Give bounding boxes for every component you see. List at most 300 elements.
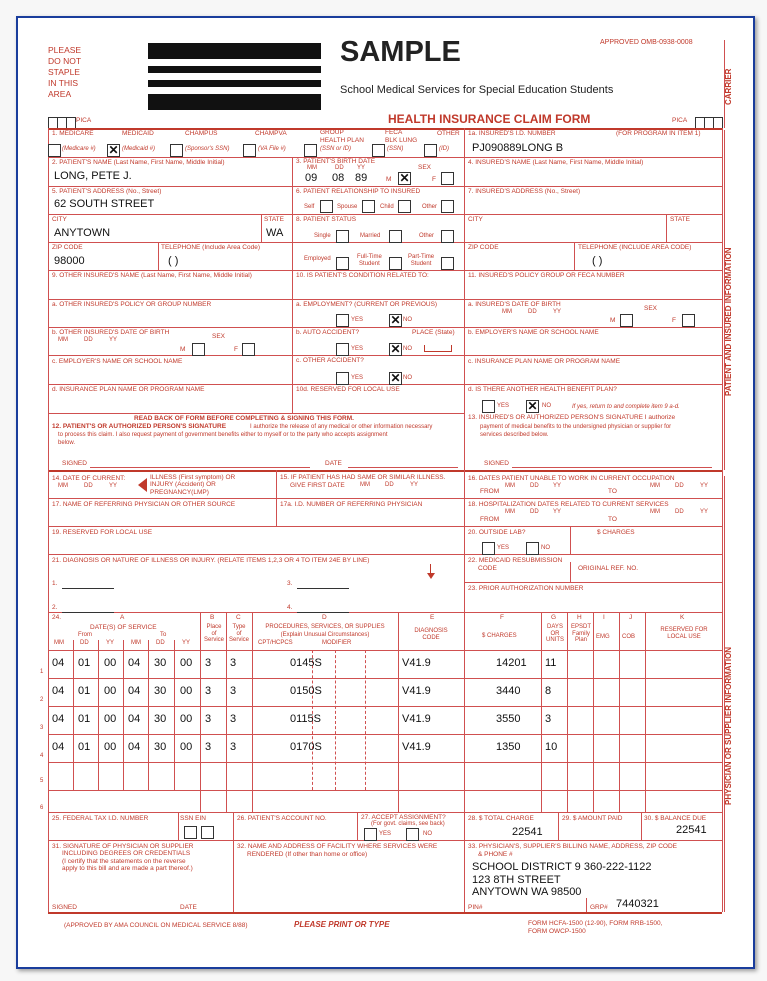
policy-group-label: 11. INSURED'S POLICY GROUP OR FECA NUMBER (468, 272, 625, 279)
outside-lab-yes-checkbox[interactable] (482, 542, 495, 555)
another-plan-no-checkbox[interactable]: ✕ (527, 399, 538, 413)
billing-street-value[interactable]: 123 8TH STREET (472, 874, 561, 886)
yy-header: YY (182, 640, 191, 646)
service-charge-value[interactable]: 3550 (496, 713, 521, 725)
another-plan-label: d. IS THERE ANOTHER HEALTH BENEFIT PLAN? (468, 386, 617, 393)
same-illness-label: GIVE FIRST DATE (290, 482, 345, 489)
medicaid-checkbox[interactable]: ✕ (108, 143, 119, 157)
other-accident-no-label: NO (403, 375, 412, 381)
sex-label: SEX (418, 164, 432, 171)
other-plan-label: d. INSURANCE PLAN NAME OR PROGRAM NAME (52, 386, 205, 393)
service-units-value[interactable]: 3 (545, 713, 552, 725)
rule (666, 214, 667, 242)
illness-line: PREGNANCY(LMP) (150, 488, 209, 496)
referring-physician-label: 17. NAME OF REFERRING PHYSICIAN OR OTHER SOURCE (52, 501, 236, 508)
item-24-label: 24. (52, 614, 62, 621)
rule (464, 612, 465, 812)
phone-value[interactable]: ( ) (168, 255, 179, 267)
insured-female-label: F (672, 317, 676, 324)
form-number: FORM OWCP-1500 (528, 928, 586, 935)
rule (48, 706, 722, 707)
facility-label: RENDERED (If other than home or office) (247, 851, 368, 858)
rule (586, 898, 587, 912)
rule (464, 812, 465, 912)
rule (570, 526, 571, 554)
part-time-checkbox[interactable] (441, 257, 454, 270)
condition-label: 10. IS PATIENT'S CONDITION RELATED TO: (296, 272, 429, 279)
service-to-mm-value[interactable]: 04 (128, 741, 141, 753)
sex-label: SEX (212, 333, 226, 340)
reserved-19-label: 19. RESERVED FOR LOCAL USE (52, 529, 153, 536)
modifier-header: MODIFIER (322, 640, 352, 646)
rule (178, 812, 179, 840)
unable-work-label: 16. DATES PATIENT UNABLE TO WORK IN CURRENT OCCUPATION (468, 475, 675, 482)
reserved-10d-label: 10d. RESERVED FOR LOCAL USE (296, 386, 400, 393)
diag-3-label: 3. (287, 580, 293, 587)
rule (200, 612, 201, 812)
billing-label: 33. PHYSICIAN'S, SUPPLIER'S BILLING NAME, ADDRESS, ZIP CODE (468, 843, 677, 850)
physician-signature-line: 31. SIGNATURE OF PHYSICIAN OR SUPPLIER (52, 843, 194, 850)
zip-value[interactable]: 98000 (54, 255, 85, 267)
id-label: (ID) (439, 146, 449, 152)
signature-line (512, 467, 712, 468)
rule (398, 612, 399, 812)
insured-female-checkbox[interactable] (682, 314, 695, 327)
rule (722, 128, 723, 912)
ssn-ein-label: SSN EIN (180, 815, 207, 822)
status-other-checkbox[interactable] (441, 230, 454, 243)
service-type-value[interactable]: 3 (230, 741, 237, 753)
barcode-bar (148, 43, 321, 59)
date-current-label: 14. DATE OF CURRENT: (52, 475, 126, 482)
diagnosis-code-header (398, 628, 464, 641)
staple-line: PLEASE (48, 45, 82, 55)
employed-checkbox[interactable] (336, 257, 349, 270)
service-from-dd-value[interactable]: 01 (78, 657, 91, 669)
same-illness-label: 15. IF PATIENT HAS HAD SAME OR SIMILAR ILLNESS. (280, 474, 446, 481)
service-to-mm-value[interactable]: 04 (128, 685, 141, 697)
balance-due-value[interactable]: 22541 (676, 824, 707, 836)
physician-signed-label: SIGNED (52, 904, 77, 911)
rule (48, 128, 49, 912)
child-checkbox[interactable] (398, 200, 411, 213)
rule (252, 612, 253, 812)
to-header: To (160, 632, 167, 638)
part-time-line: Student (410, 260, 432, 267)
other-accident-yes-checkbox[interactable] (336, 372, 349, 385)
rule (158, 242, 159, 270)
patient-signature-text: below. (58, 440, 76, 446)
rel-other-checkbox[interactable] (441, 200, 454, 213)
mm-label: MM (58, 483, 68, 489)
service-charge-value[interactable]: 3440 (496, 685, 521, 697)
signature-line (90, 467, 310, 468)
service-cpt-value[interactable]: 0150S (290, 685, 322, 697)
patient-signed-label: SIGNED (62, 460, 87, 467)
staple-notice (48, 45, 81, 100)
insured-id-value[interactable]: PJ090889LONG B (472, 142, 564, 154)
employment-yes-checkbox[interactable] (336, 314, 349, 327)
rule (48, 734, 722, 735)
amount-paid-label: 29. $ AMOUNT PAID (562, 815, 623, 822)
another-plan-yes-checkbox[interactable] (482, 400, 495, 413)
male-checkbox[interactable]: ✕ (399, 171, 410, 185)
female-label: F (432, 176, 436, 183)
rule (48, 384, 722, 385)
illness-line: ILLNESS (First symptom) OR (150, 474, 236, 481)
insured-zip-label: ZIP CODE (468, 244, 499, 251)
rule (48, 762, 722, 763)
insured-name-label: 4. INSURED'S NAME (Last Name, First Name, Middle Initial) (468, 159, 644, 166)
billing-name-value[interactable]: SCHOOL DISTRICT 9 360-222-1122 (472, 861, 652, 873)
col-d-letter: D (322, 614, 327, 621)
rule (645, 612, 646, 812)
account-label: 26. PATIENT'S ACCOUNT NO. (237, 815, 327, 822)
service-diag-value[interactable]: V41.9 (402, 685, 431, 697)
rule (641, 812, 642, 840)
assignment-no-label: NO (423, 831, 432, 837)
married-checkbox[interactable] (389, 230, 402, 243)
read-back-note: READ BACK OF FORM BEFORE COMPLETING & SIGNING THIS FORM. (134, 415, 354, 422)
service-type-value[interactable]: 3 (230, 657, 237, 669)
service-from-dd-value[interactable]: 01 (78, 685, 91, 697)
reserved-local-header (647, 627, 721, 640)
days-header-line: OR (550, 630, 560, 637)
other-label: OTHER (437, 130, 460, 137)
line-number: 6 (40, 805, 44, 811)
diag-4-field[interactable] (297, 604, 349, 613)
rule (48, 912, 722, 914)
other-employer-label: c. EMPLOYER'S NAME OR SCHOOL NAME (52, 358, 183, 365)
service-to-yy-value[interactable]: 00 (180, 685, 193, 697)
relationship-label: 6. PATIENT RELATIONSHIP TO INSURED (296, 188, 421, 195)
diagnosis-label: 21. DIAGNOSIS OR NATURE OF ILLNESS OR INJURY. (RELATE ITEMS 1,2,3 OR 4 TO ITEM 24E BY LINE) (52, 557, 370, 564)
type-header-line: Type (232, 624, 246, 630)
diag-2-field[interactable] (62, 604, 114, 613)
epsdt-header (568, 624, 594, 644)
billing-city-value[interactable]: ANYTOWN WA 98500 (472, 886, 582, 898)
barcode-bar (148, 80, 321, 87)
dates-of-service-label: DATE(S) OF SERVICE (90, 624, 157, 631)
champva-label: CHAMPVA (255, 130, 287, 137)
line-number: 1 (40, 669, 44, 675)
col-e-letter: E (430, 614, 435, 621)
rule (570, 562, 571, 582)
mm-label: MM (502, 309, 512, 315)
state-value[interactable]: WA (266, 227, 284, 239)
arrow-down-icon (427, 573, 435, 579)
service-place-value[interactable]: 3 (205, 685, 212, 697)
mm-header: MM (131, 640, 141, 646)
insured-phone-value[interactable]: ( ) (592, 255, 603, 267)
mm-label: MM (360, 482, 370, 488)
auto-no-label: NO (403, 346, 412, 352)
ein-checkbox[interactable] (201, 826, 214, 839)
birth-yy-value[interactable]: 89 (355, 172, 368, 184)
ssn-label: (SSN) (387, 146, 404, 152)
champus-checkbox[interactable] (170, 144, 183, 157)
feca-label: FECA (385, 129, 403, 136)
epsdt-header-line: Plan (574, 637, 587, 644)
insured-id-label: 1a. INSURED'S I.D. NUMBER (468, 130, 556, 137)
rule (48, 186, 722, 187)
service-cpt-value[interactable]: 0115S (290, 713, 321, 725)
married-label: Married (360, 233, 381, 239)
barcode-bar (148, 66, 321, 73)
service-from-yy-value[interactable]: 00 (104, 713, 117, 725)
service-units-value[interactable]: 11 (545, 657, 557, 669)
yy-label: YY (109, 483, 118, 489)
service-to-dd-value[interactable]: 30 (154, 685, 167, 697)
rule (464, 582, 722, 583)
champus-label: CHAMPUS (185, 130, 218, 137)
grp-value[interactable]: 7440321 (616, 898, 659, 910)
dd-label: DD (385, 482, 394, 488)
rule (48, 299, 722, 300)
form-number: FORM HCFA-1500 (12-90), FORM RRB-1500, (528, 920, 663, 927)
insured-signature-label: 13. INSURED'S OR AUTHORIZED PERSON'S SIGNATURE I authorize (468, 414, 676, 421)
rule (619, 612, 620, 812)
service-from-yy-value[interactable]: 00 (104, 685, 117, 697)
omb-approval: APPROVED OMB-0938-0008 (600, 39, 693, 46)
diag-3-field[interactable] (297, 580, 349, 589)
patient-signature-label: 12. PATIENT'S OR AUTHORIZED PERSON'S SIGNATURE (52, 423, 227, 430)
modifier-divider (335, 650, 336, 790)
service-from-yy-value[interactable]: 00 (104, 741, 117, 753)
procedures-header: PROCEDURES, SERVICES, OR SUPPLIES (265, 624, 385, 630)
diag-1-field[interactable] (62, 580, 114, 589)
service-diag-value[interactable]: V41.9 (402, 741, 431, 753)
service-units-value[interactable]: 10 (545, 741, 558, 753)
diag-1-label: 1. (52, 580, 58, 587)
rule (48, 214, 722, 215)
other-accident-yes-label: YES (351, 375, 364, 381)
staple-line: AREA (48, 89, 72, 99)
spouse-checkbox[interactable] (362, 200, 375, 213)
other-female-label: F (234, 346, 238, 353)
employed-label: Employed (304, 256, 331, 262)
city-value[interactable]: ANYTOWN (54, 227, 111, 239)
champva-checkbox[interactable] (243, 144, 256, 157)
medicaid-num-label: (Medicaid #) (122, 146, 156, 152)
full-time-line: Full-Time (357, 254, 382, 260)
patient-signature-text: to process this claim. I also request payment of government benefits either to myself or to the party who accepts assignment (58, 432, 388, 438)
service-type-value[interactable]: 3 (230, 685, 237, 697)
single-checkbox[interactable] (336, 230, 349, 243)
ssn-checkbox[interactable] (184, 826, 197, 839)
col-c-letter: C (236, 614, 241, 621)
auto-no-checkbox[interactable]: ✕ (390, 342, 401, 356)
type-header (227, 624, 251, 644)
mm-label: MM (505, 509, 515, 515)
service-charge-value[interactable]: 14201 (496, 657, 527, 669)
feca-checkbox[interactable] (372, 144, 385, 157)
male-label: M (386, 176, 392, 183)
yy-label: YY (700, 509, 709, 515)
form-title: HEALTH INSURANCE CLAIM FORM (388, 112, 591, 126)
cpt-header: CPT/HCPCS (258, 640, 293, 646)
service-units-value[interactable]: 8 (545, 685, 552, 697)
referring-id-label: 17a. I.D. NUMBER OF REFERRING PHYSICIAN (280, 501, 423, 508)
insured-employer-label: b. EMPLOYER'S NAME OR SCHOOL NAME (468, 329, 599, 336)
rule (48, 270, 722, 271)
col-j-letter: J (629, 614, 633, 621)
rule (233, 812, 234, 912)
col-f-letter: F (500, 614, 504, 621)
medicaid-label: MEDICAID (122, 130, 154, 137)
birth-dd-value[interactable]: 08 (332, 172, 345, 184)
line-number: 3 (40, 725, 44, 731)
mm-label: MM (58, 337, 68, 343)
service-place-value[interactable]: 3 (205, 657, 212, 669)
service-place-value[interactable]: 3 (205, 713, 212, 725)
employment-no-checkbox[interactable]: ✕ (390, 313, 401, 327)
rule (98, 640, 99, 790)
female-checkbox[interactable] (441, 172, 454, 185)
ama-approval: (APPROVED BY AMA COUNCIL ON MEDICAL SERVICE 8/88) (64, 922, 248, 929)
patient-address-value[interactable]: 62 SOUTH STREET (54, 198, 155, 210)
patient-status-label: 8. PATIENT STATUS (296, 216, 357, 223)
yy-label: YY (357, 165, 366, 171)
auto-accident-label: b. AUTO ACCIDENT? (296, 329, 360, 336)
mm-label: MM (650, 483, 660, 489)
dd-label: DD (84, 337, 93, 343)
zip-label: ZIP CODE (52, 244, 83, 251)
another-plan-no-label: NO (542, 403, 551, 409)
physician-signature-line: apply to this bill and are made a part thereof.) (62, 865, 193, 873)
form-subtitle: School Medical Services for Special Education Students (340, 84, 614, 96)
full-time-line: Student (359, 260, 380, 267)
rule (73, 640, 74, 790)
yy-label: YY (700, 483, 709, 489)
dd-label: DD (528, 309, 537, 315)
service-to-yy-value[interactable]: 00 (180, 713, 193, 725)
billing-label: & PHONE # (478, 851, 513, 858)
auto-yes-checkbox[interactable] (336, 343, 349, 356)
physician-signature-line: INCLUDING DEGREES OR CREDENTIALS (62, 850, 191, 858)
col-i-letter: I (603, 614, 605, 621)
dd-label: DD (675, 483, 684, 489)
sex-label: SEX (644, 305, 658, 312)
other-male-checkbox[interactable] (192, 343, 205, 356)
place-header-line: Place (206, 624, 222, 630)
service-to-dd-value[interactable]: 30 (154, 713, 167, 725)
insured-male-checkbox[interactable] (620, 314, 633, 327)
service-place-value[interactable]: 3 (205, 741, 212, 753)
service-to-mm-value[interactable]: 04 (128, 657, 141, 669)
employment-label: a. EMPLOYMENT? (CURRENT OR PREVIOUS) (296, 301, 438, 308)
medicare-checkbox[interactable] (48, 144, 61, 157)
sample-title: SAMPLE (340, 36, 461, 68)
from-header: From (78, 632, 92, 638)
patient-name-value[interactable]: LONG, PETE J. (54, 170, 132, 182)
place-state-field[interactable] (424, 345, 452, 352)
assignment-no-checkbox[interactable] (406, 828, 419, 841)
staple-line: IN THIS (48, 78, 79, 88)
outside-lab-label: 20. OUTSIDE LAB? (468, 529, 526, 536)
auto-yes-label: YES (351, 346, 364, 352)
type-header-line: Service (228, 637, 249, 644)
reserved-header-line: LOCAL USE (667, 633, 701, 640)
service-from-mm-value[interactable]: 04 (52, 713, 65, 725)
service-from-dd-value[interactable]: 01 (78, 713, 91, 725)
physician-section-label: PHYSICIAN OR SUPPLIER INFORMATION (724, 646, 733, 805)
service-from-mm-value[interactable]: 04 (52, 741, 65, 753)
group-checkbox[interactable] (304, 144, 317, 157)
dd-label: DD (530, 509, 539, 515)
service-charge-value[interactable]: 1350 (496, 741, 521, 753)
from-label: FROM (480, 516, 500, 523)
col-g-letter: G (551, 614, 557, 621)
dd-header: DD (156, 640, 165, 646)
ssn-or-id-label: (SSN or ID) (320, 146, 352, 152)
to-label: TO (608, 516, 617, 523)
other-accident-no-checkbox[interactable]: ✕ (390, 371, 401, 385)
full-time-checkbox[interactable] (389, 257, 402, 270)
line-number: 4 (40, 753, 44, 759)
service-to-dd-value[interactable]: 30 (154, 657, 167, 669)
illness-line: INJURY (Accident) OR (150, 481, 216, 489)
service-cpt-value[interactable]: 0145S (290, 657, 322, 669)
birth-mm-value[interactable]: 09 (305, 172, 318, 184)
procedures-header: (Explain Unusual Circumstances) (280, 632, 370, 638)
yy-label: YY (553, 509, 562, 515)
part-time-line: Part-Time (408, 254, 435, 260)
staple-line: DO NOT (48, 56, 82, 66)
insured-address-label: 7. INSURED'S ADDRESS (No., Street) (468, 188, 581, 195)
other-checkbox[interactable] (424, 144, 437, 157)
service-to-dd-value[interactable]: 30 (154, 741, 167, 753)
rule (48, 413, 464, 414)
place-header-line: Service (203, 637, 224, 644)
rule (48, 526, 722, 527)
insured-dob-label: a. INSURED'S DATE OF BIRTH (468, 301, 561, 308)
service-to-yy-value[interactable]: 00 (180, 657, 193, 669)
total-charge-value[interactable]: 22541 (512, 826, 543, 838)
outside-lab-no-checkbox[interactable] (526, 542, 539, 555)
service-to-yy-value[interactable]: 00 (180, 741, 193, 753)
rule (48, 812, 722, 813)
patient-signature-text: I authorize the release of any medical or other information necessary (250, 424, 433, 430)
phone-label: TELEPHONE (Include Area Code) (161, 244, 260, 251)
birth-date-label: 3. PATIENT'S BIRTH DATE (296, 158, 376, 165)
rule (292, 157, 293, 413)
service-to-mm-value[interactable]: 04 (128, 713, 141, 725)
assignment-yes-checkbox[interactable] (364, 828, 377, 841)
patient-name-label: 2. PATIENT'S NAME (Last Name, First Name, Middle Initial) (52, 159, 225, 166)
balance-due-label: 30. $ BALANCE DUE (644, 815, 707, 822)
rule (48, 242, 722, 243)
service-diag-value[interactable]: V41.9 (402, 713, 431, 725)
service-type-value[interactable]: 3 (230, 713, 237, 725)
other-insured-name-label: 9. OTHER INSURED'S NAME (Last Name, First Name, Middle Initial) (52, 272, 252, 279)
self-checkbox[interactable] (320, 200, 333, 213)
rule (464, 128, 465, 470)
service-cpt-value[interactable]: 0170S (290, 741, 322, 753)
service-from-dd-value[interactable]: 01 (78, 741, 91, 753)
service-from-mm-value[interactable]: 04 (52, 657, 65, 669)
rule (148, 640, 149, 790)
service-diag-value[interactable]: V41.9 (402, 657, 431, 669)
service-from-yy-value[interactable]: 00 (104, 657, 117, 669)
emg-header: EMG (596, 634, 610, 640)
va-file-label: (VA File #) (258, 146, 286, 152)
service-from-mm-value[interactable]: 04 (52, 685, 65, 697)
program-label: (FOR PROGRAM IN ITEM 1) (616, 130, 701, 137)
diag-4-label: 4. (287, 604, 293, 611)
reserved-header-line: RESERVED FOR (660, 627, 708, 633)
other-female-checkbox[interactable] (242, 343, 255, 356)
